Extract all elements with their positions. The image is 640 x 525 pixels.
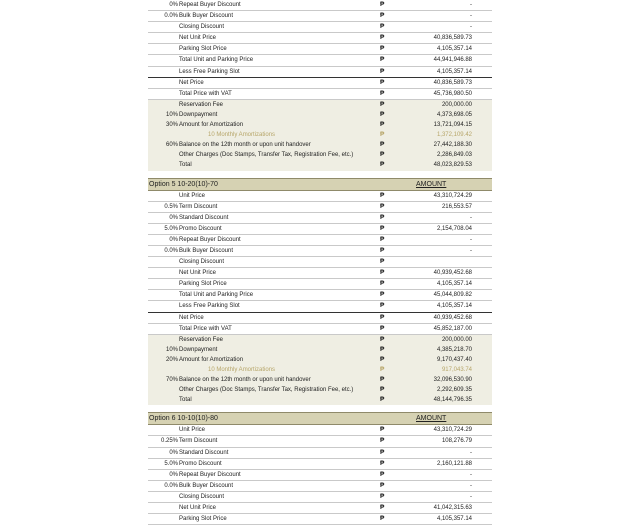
row-amount: -: [470, 2, 472, 8]
row-amount: 2,160,121.88: [436, 460, 472, 467]
row-amount: 917,043.74: [441, 367, 472, 373]
table-row: [148, 324, 492, 335]
row-label: Term Discount: [179, 203, 218, 210]
row-amount: 216,553.57: [441, 203, 472, 210]
row-label: Amount for Amortization: [179, 122, 244, 129]
table-row: [148, 33, 492, 44]
table-row: [148, 425, 492, 436]
row-percent: 0%: [169, 449, 178, 456]
row-amount: 40,836,589.73: [433, 79, 472, 86]
row-percent: 10%: [165, 111, 178, 118]
peso-icon: ₱: [380, 515, 385, 523]
row-amount: 40,836,589.73: [433, 35, 472, 42]
table-row: [148, 160, 492, 170]
table-row: [148, 279, 492, 290]
row-amount: 4,105,357.14: [436, 303, 472, 310]
option-title: [149, 413, 218, 424]
row-label: Unit Price: [179, 427, 206, 434]
row-label: Repeat Buyer Discount: [179, 2, 241, 8]
peso-icon: ₱: [380, 161, 385, 169]
peso-icon: ₱: [380, 426, 385, 434]
row-label: Balance on the 12th month or upon unit handover: [179, 142, 311, 149]
row-amount: -: [470, 247, 472, 254]
table-row: [148, 375, 492, 385]
table-row: [148, 395, 492, 405]
row-amount: 4,105,357.14: [436, 46, 472, 53]
row-amount: -: [470, 493, 472, 500]
peso-icon: ₱: [380, 78, 385, 86]
row-label: Net Price: [179, 79, 204, 86]
section-gap: [148, 171, 492, 178]
table-row: [148, 44, 492, 55]
peso-icon: ₱: [380, 280, 385, 288]
option-title: [149, 179, 218, 190]
table-row: [148, 365, 492, 375]
row-label: Net Unit Price: [179, 35, 217, 42]
peso-icon: ₱: [380, 437, 385, 445]
row-amount: 48,023,829.53: [433, 162, 472, 169]
peso-icon: ₱: [380, 258, 385, 266]
peso-icon: ₱: [380, 23, 385, 31]
row-label: Total: [179, 397, 192, 404]
row-label: Repeat Buyer Discount: [179, 471, 241, 478]
table-row: [148, 150, 492, 160]
peso-icon: ₱: [380, 56, 385, 64]
row-label: Promo Discount: [179, 460, 222, 467]
row-label: Reservation Fee: [179, 336, 224, 343]
row-label: Reservation Fee: [179, 101, 224, 108]
row-amount: 45,736,980.50: [433, 90, 472, 97]
row-amount: 9,170,437.40: [436, 356, 472, 363]
row-amount: -: [470, 24, 472, 31]
row-amount: 2,154,708.04: [436, 225, 472, 232]
peso-icon: ₱: [380, 335, 385, 343]
table-row: [148, 89, 492, 100]
row-amount: 1,372,109.42: [436, 132, 472, 139]
row-label: 10 Monthly Amortizations: [208, 132, 276, 139]
table-row: [148, 470, 492, 481]
peso-icon: ₱: [380, 470, 385, 478]
row-label: Balance on the 12th month or upon unit handover: [179, 377, 311, 384]
row-label: Bulk Buyer Discount: [179, 482, 234, 489]
row-label: Unit Price: [179, 192, 206, 199]
option-header: [148, 178, 492, 191]
row-label: Other Charges (Doc Stamps, Transfer Tax, Registration Fee, etc.): [179, 152, 354, 159]
row-amount: 32,096,530.90: [433, 377, 472, 384]
row-amount: 200,000.00: [441, 336, 472, 343]
row-amount: -: [470, 449, 472, 456]
row-label: Downpayment: [179, 346, 218, 353]
table-row: [148, 191, 492, 202]
table-row: [148, 385, 492, 395]
row-amount: 44,941,946.88: [433, 57, 472, 64]
table-row: [148, 0, 492, 11]
row-percent: 0.0%: [164, 482, 178, 489]
peso-icon: ₱: [380, 67, 385, 75]
table-row: [148, 202, 492, 213]
row-label: Parking Slot Price: [179, 516, 227, 523]
row-percent: 0.5%: [164, 203, 178, 210]
peso-icon: ₱: [380, 34, 385, 42]
peso-icon: ₱: [380, 504, 385, 512]
pricing-sheet: [148, 0, 492, 525]
row-amount: 45,044,809.82: [433, 292, 472, 299]
row-amount: 27,442,188.30: [433, 142, 472, 149]
peso-icon: ₱: [380, 45, 385, 53]
amount-column-header: AMOUNT: [416, 415, 447, 423]
row-label: Parking Slot Price: [179, 46, 227, 53]
table-row: [148, 345, 492, 355]
table-row: [148, 120, 492, 130]
peso-icon: ₱: [380, 302, 385, 310]
peso-icon: ₱: [380, 191, 385, 199]
peso-icon: ₱: [380, 235, 385, 243]
peso-icon: ₱: [380, 269, 385, 277]
row-percent: 5.0%: [164, 460, 178, 467]
row-amount: 40,939,452.68: [433, 270, 472, 277]
row-amount: 40,939,452.68: [433, 314, 472, 321]
row-amount: 2,286,849.03: [436, 152, 472, 159]
row-amount: 108,276.79: [441, 438, 472, 445]
peso-icon: ₱: [380, 448, 385, 456]
peso-icon: ₱: [380, 291, 385, 299]
peso-icon: ₱: [380, 366, 385, 373]
row-label: Downpayment: [179, 111, 218, 118]
peso-icon: ₱: [380, 396, 385, 404]
peso-icon: ₱: [380, 100, 385, 108]
peso-icon: ₱: [380, 376, 385, 384]
row-label: Total Unit and Parking Price: [179, 57, 254, 64]
row-label: Amount for Amortization: [179, 356, 244, 363]
row-label: Standard Discount: [179, 214, 229, 221]
table-row: [148, 110, 492, 120]
table-row: [148, 503, 492, 514]
peso-icon: ₱: [380, 121, 385, 129]
table-row: [148, 257, 492, 268]
row-amount: 200,000.00: [441, 101, 472, 108]
row-label: Net Unit Price: [179, 270, 217, 277]
option-header: [148, 412, 492, 425]
row-label: Bulk Buyer Discount: [179, 13, 234, 20]
row-label: Total Price with VAT: [179, 90, 232, 97]
table-row: [148, 301, 492, 312]
row-label: Term Discount: [179, 438, 218, 445]
row-percent: 60%: [165, 142, 178, 149]
table-row: [148, 355, 492, 365]
peso-icon: ₱: [380, 213, 385, 221]
row-percent: 0.0%: [164, 247, 178, 254]
row-amount: 4,105,357.14: [436, 68, 472, 75]
table-row: [148, 492, 492, 503]
row-amount: -: [470, 13, 472, 20]
row-amount: -: [470, 471, 472, 478]
row-percent: 0%: [169, 236, 178, 243]
peso-icon: ₱: [380, 355, 385, 363]
row-label: Total Price with VAT: [179, 325, 232, 332]
option-name: Option 5: [149, 180, 176, 188]
option-scheme: 10-10(10)-80: [177, 415, 218, 423]
row-percent: 20%: [165, 356, 178, 363]
row-percent: 0%: [169, 214, 178, 221]
table-row: [148, 78, 492, 89]
peso-icon: ₱: [380, 386, 385, 394]
row-label: Repeat Buyer Discount: [179, 236, 241, 243]
row-amount: 45,852,187.00: [433, 325, 472, 332]
row-amount: 4,373,698.05: [436, 111, 472, 118]
section-gap: [148, 405, 492, 412]
row-label: Less Free Parking Slot: [179, 303, 240, 310]
row-percent: 0.0%: [164, 13, 178, 20]
table-row: [148, 224, 492, 235]
row-label: Total Unit and Parking Price: [179, 292, 254, 299]
table-row: [148, 290, 492, 301]
peso-icon: ₱: [380, 89, 385, 97]
row-amount: 41,042,315.63: [433, 505, 472, 512]
row-label: Parking Slot Price: [179, 281, 227, 288]
amount-column-header: AMOUNT: [416, 180, 447, 188]
peso-icon: ₱: [380, 224, 385, 232]
peso-icon: ₱: [380, 492, 385, 500]
row-label: Total: [179, 162, 192, 169]
table-row: [148, 67, 492, 78]
row-percent: 10%: [165, 346, 178, 353]
peso-icon: ₱: [380, 345, 385, 353]
row-percent: 0%: [169, 471, 178, 478]
table-row: [148, 130, 492, 140]
row-amount: 2,292,609.35: [436, 387, 472, 394]
table-row: [148, 11, 492, 22]
row-amount: 4,105,357.14: [436, 516, 472, 523]
row-amount: 43,310,724.29: [433, 192, 472, 199]
row-percent: 30%: [165, 122, 178, 129]
row-label: Net Price: [179, 314, 204, 321]
row-amount: -: [470, 236, 472, 243]
option-name: Option 6: [149, 415, 176, 423]
table-row: [148, 448, 492, 459]
peso-icon: ₱: [380, 202, 385, 210]
peso-icon: ₱: [380, 131, 385, 139]
table-row: [148, 235, 492, 246]
peso-icon: ₱: [380, 12, 385, 20]
peso-icon: ₱: [380, 246, 385, 254]
peso-icon: ₱: [380, 481, 385, 489]
table-row: [148, 213, 492, 224]
peso-icon: ₱: [380, 459, 385, 467]
peso-icon: ₱: [380, 141, 385, 149]
row-label: Closing Discount: [179, 493, 225, 500]
row-label: Promo Discount: [179, 225, 222, 232]
row-amount: 4,385,218.70: [436, 346, 472, 353]
table-row: [148, 140, 492, 150]
row-label: Standard Discount: [179, 449, 229, 456]
row-percent: 70%: [165, 377, 178, 384]
table-row: [148, 100, 492, 110]
peso-icon: ₱: [380, 1, 385, 8]
row-label: Closing Discount: [179, 259, 225, 266]
table-row: [148, 459, 492, 470]
row-amount: 13,721,094.15: [433, 122, 472, 129]
table-row: [148, 335, 492, 345]
row-amount: 43,310,724.29: [433, 427, 472, 434]
row-label: Other Charges (Doc Stamps, Transfer Tax, Registration Fee, etc.): [179, 387, 354, 394]
table-row: [148, 313, 492, 324]
row-label: Closing Discount: [179, 24, 225, 31]
row-percent: 0%: [169, 2, 178, 8]
row-amount: 48,144,796.35: [433, 397, 472, 404]
table-row: [148, 436, 492, 447]
row-label: Net Unit Price: [179, 505, 217, 512]
table-row: [148, 22, 492, 33]
option-scheme: 10-20(10)-70: [177, 180, 218, 188]
table-row: [148, 481, 492, 492]
row-label: Bulk Buyer Discount: [179, 247, 234, 254]
table-row: [148, 514, 492, 525]
row-percent: 0.25%: [160, 438, 178, 445]
table-row: [148, 246, 492, 257]
row-amount: -: [470, 482, 472, 489]
peso-icon: ₱: [380, 110, 385, 118]
table-row: [148, 268, 492, 279]
table-row: [148, 55, 492, 66]
row-amount: 4,105,357.14: [436, 281, 472, 288]
peso-icon: ₱: [380, 324, 385, 332]
row-amount: -: [470, 214, 472, 221]
row-percent: 5.0%: [164, 225, 178, 232]
row-label: 10 Monthly Amortizations: [208, 367, 276, 373]
peso-icon: ₱: [380, 313, 385, 321]
row-label: Less Free Parking Slot: [179, 68, 240, 75]
peso-icon: ₱: [380, 151, 385, 159]
